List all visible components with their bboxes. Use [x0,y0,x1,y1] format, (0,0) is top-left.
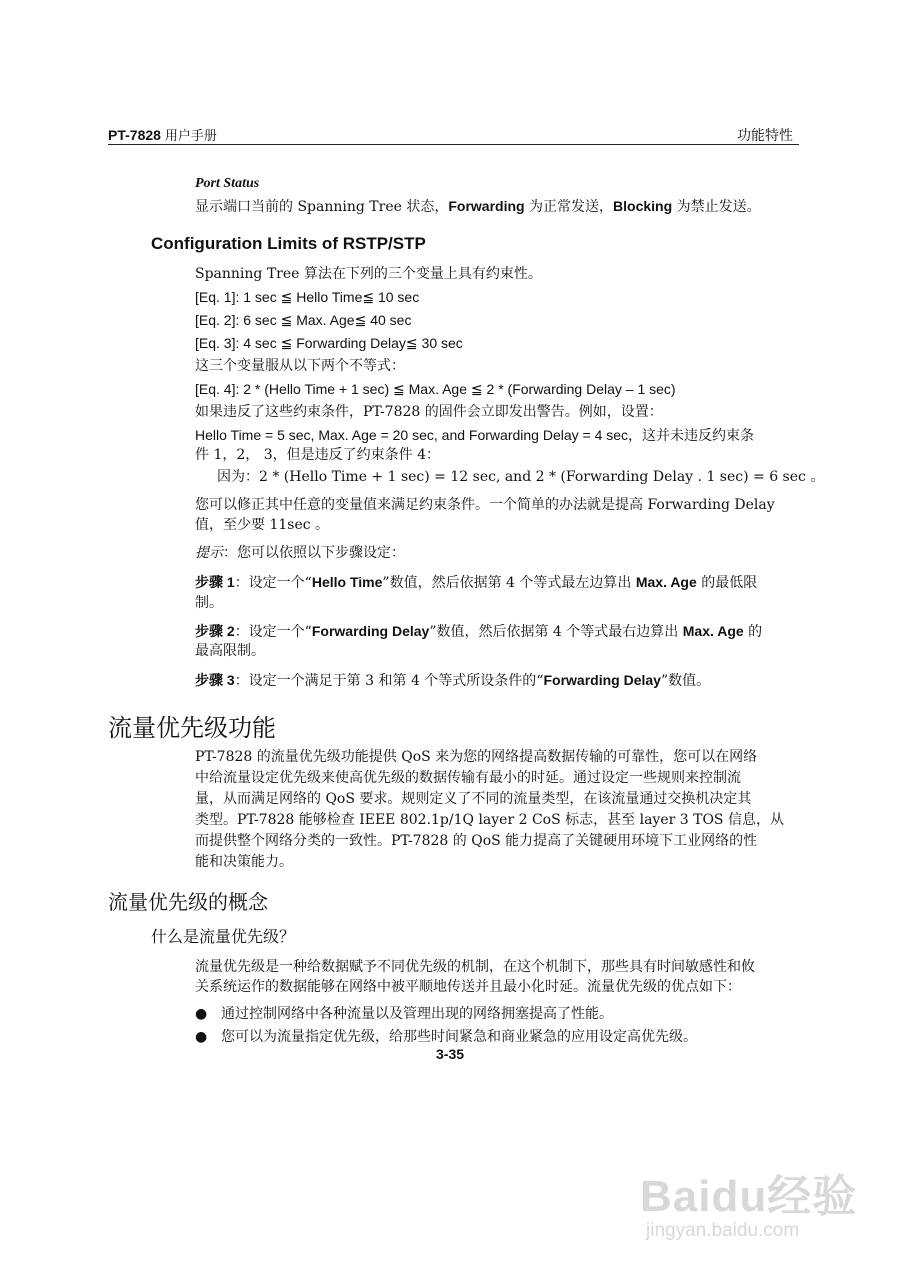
config-eq3: [Eq. 3]: 4 sec ≦ Forwarding Delay≦ 30 sec [195,335,463,351]
header-section: 功能特性 [737,128,793,144]
port-status-forwarding: Forwarding [448,198,525,214]
step-3-fwd: Forwarding Delay [543,672,661,688]
config-heading: Configuration Limits of RSTP/STP [151,234,426,253]
header-rule [108,144,799,145]
config-example-1: Hello Time = 5 sec, Max. Age = 20 sec, and Forwarding Delay = 4 sec，这并未违反约束条 [195,427,755,443]
tip-text: ：您可以依照以下步骤设定： [223,545,405,561]
config-intro: Spanning Tree 算法在下列的三个变量上具有约束性。 [195,266,542,282]
step-2-b: ”数值，然后依据第 4 个等式最右边算出 [429,624,683,640]
step-2-c: 的 [743,624,763,640]
step-3-line [195,670,710,691]
bullet-dot-icon: ● [195,1006,208,1022]
bullet-dot-icon: ● [195,1029,208,1045]
watermark [640,1160,860,1250]
step-1-max: Max. Age [635,574,697,590]
qos-para-line-2: 中给流量设定优先级来使高优先级的数据传输有最小的时延。通过设定一些规则来控制流 [195,770,741,786]
list-item-text: 您可以为流量指定优先级，给那些时间紧急和商业紧急的应用设定高优先级。 [221,1029,697,1045]
list-item-text: 通过控制网络中各种流量以及管理出现的网络拥塞提高了性能。 [221,1006,613,1022]
qos-para-line-4: 类型。PT-7828 能够检查 IEEE 802.1p/1Q layer 2 CoS 标志，甚至 layer 3 TOS 信息，从 [195,812,784,828]
concept-heading: 流量优先级的概念 [108,890,268,914]
config-tip [195,543,405,563]
config-fix-2: 值，至少要 11sec 。 [195,517,330,533]
qos-para-line-6: 能和决策能力。 [195,854,293,870]
step-1-label: 步骤 1 [195,574,235,590]
config-because: 因为：2 * (Hello Time + 1 sec) = 12 sec, and 2 * (Forwarding Delay . 1 sec) = 6 sec 。 [217,469,825,485]
step-3-label: 步骤 3 [195,672,235,688]
step-1-c: 的最低限 [696,575,758,591]
header-model: PT-7828 [108,127,161,143]
concept-para-line-1: 流量优先级是一种给数据赋予不同优先级的机制，在这个机制下，那些具有时间敏感性和攸 [195,959,755,975]
step-3-a: ：设定一个满足于第 3 和第 4 个等式所设条件的“ [234,673,544,689]
step-1-hello: Hello Time [311,574,383,590]
tip-label: 提示 [195,545,223,561]
config-eq2: [Eq. 2]: 6 sec ≦ Max. Age≦ 40 sec [195,312,412,328]
step-2-label: 步骤 2 [195,623,235,639]
step-2-line-1 [195,621,762,642]
config-eq4: [Eq. 4]: 2 * (Hello Time + 1 sec) ≦ Max. Age ≦ 2 * (Forwarding Delay – 1 sec) [195,381,676,397]
header-left [108,125,217,144]
step-2-line-2: 最高限制。 [195,643,265,659]
port-status-text-b: 为正常发送， [524,199,614,215]
watermark-url: jingyan.baidu.com [646,1220,800,1241]
config-eq1: [Eq. 1]: 1 sec ≦ Hello Time≦ 10 sec [195,289,420,305]
qos-para-line-3: 量，从而满足网络的 QoS 要求。规则定义了不同的流量类型，在该流量通过交换机决定其 [195,791,752,807]
qos-para-line-5: 而提供整个网络分类的一致性。PT-7828 的 QoS 能力提高了关键硬用环境下工业网络的性 [195,833,758,849]
step-1-b: ”数值，然后依据第 4 个等式最左边算出 [382,575,636,591]
concept-para-line-2: 关系统运作的数据能够在网络中被平顺地传送并且最小化时延。流量优先级的优点如下： [195,979,741,995]
config-example-2: 件 1，2， 3，但是违反了约束条件 4： [195,447,440,463]
step-2-max: Max. Age [682,623,744,639]
header-manual: 用户手册 [164,129,217,144]
qos-para-line-1: PT-7828 的流量优先级功能提供 QoS 来为您的网络提高数据传输的可靠性，您可以在网络 [195,749,758,765]
page-number: 3-35 [436,1046,465,1062]
watermark-logo: Baidu经验 [640,1172,858,1221]
step-2-fwd: Forwarding Delay [311,623,430,639]
port-status-text-c: 为禁止发送。 [672,199,761,215]
config-violation: 如果违反了这些约束条件，PT-7828 的固件会立即发出警告。例如，设置： [195,404,663,420]
config-fix-1: 您可以修正其中任意的变量值来满足约束条件。一个简单的办法就是提高 Forwarding Delay [195,497,775,513]
concept-subheading: 什么是流量优先级？ [151,927,296,946]
list-item [195,1027,697,1047]
step-2-a: ：设定一个“ [234,624,312,640]
step-1-line-1 [195,572,757,593]
step-1-line-2: 制。 [195,595,223,611]
port-status-text-a: 显示端口当前的 Spanning Tree 状态， [195,199,449,215]
port-status-title: Port Status [195,176,260,191]
step-1-a: ：设定一个“ [234,575,312,591]
step-3-b: ”数值。 [660,673,711,689]
config-ineq-intro: 这三个变量服从以下两个不等式： [195,358,405,374]
port-status-blocking: Blocking [613,198,673,214]
list-item [195,1004,613,1024]
port-status-text [195,196,761,217]
qos-heading: 流量优先级功能 [108,714,276,742]
